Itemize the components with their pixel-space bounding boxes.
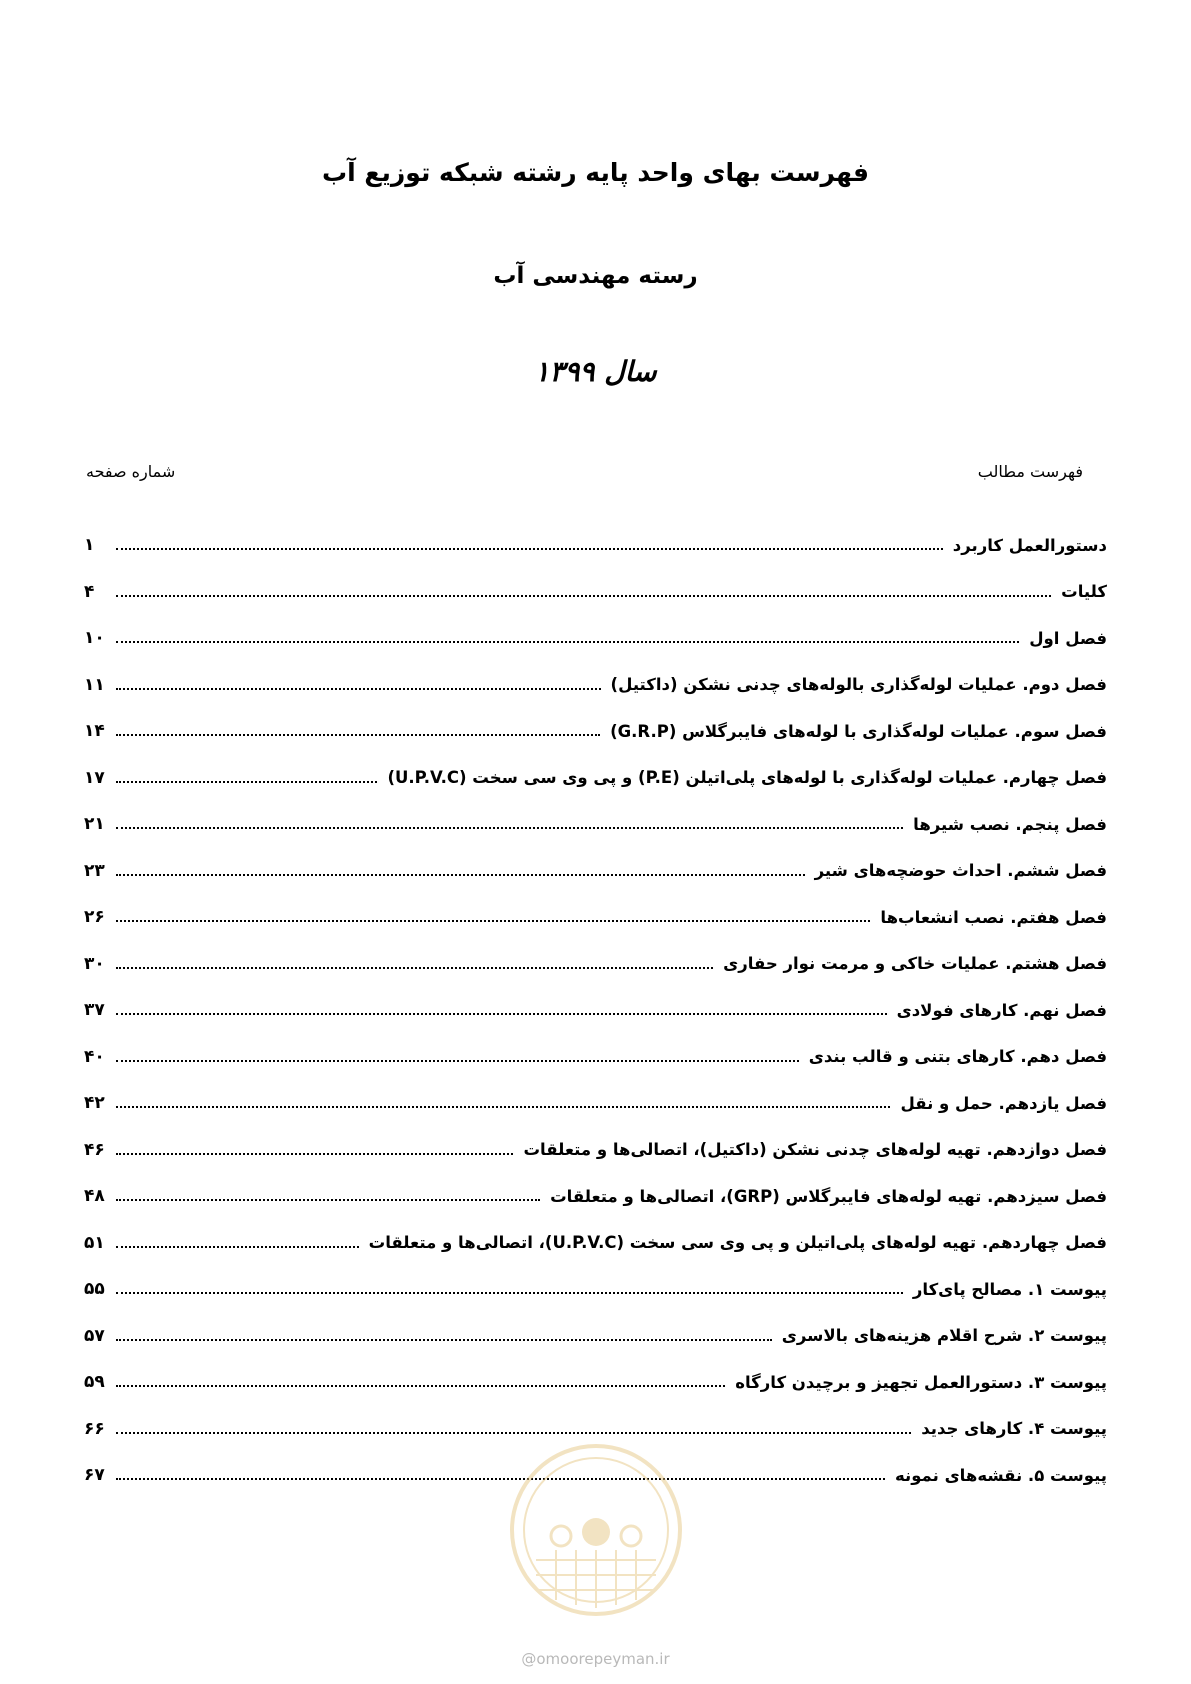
toc-entry	[84, 615, 1107, 662]
toc-entry	[84, 987, 1107, 1034]
toc-entry-label: پیوست ۱. مصالح پای‌کار	[912, 1279, 1107, 1299]
toc-entry-page: ۵۷	[84, 1325, 105, 1346]
toc-dot-leader	[116, 595, 1051, 597]
seal-logo	[506, 1440, 686, 1620]
toc-dot-leader	[116, 1199, 540, 1201]
toc-entry-page: ۶۶	[84, 1418, 105, 1439]
toc-entry-label: فصل اول	[1029, 628, 1107, 648]
toc-entry-page: ۱۴	[84, 721, 105, 742]
toc-entry-label: پیوست ۵. نقشه‌های نمونه	[895, 1465, 1107, 1485]
toc-dot-leader	[116, 1106, 890, 1108]
toc-dot-leader	[116, 1060, 799, 1062]
table-of-contents	[84, 522, 1107, 1499]
toc-dot-leader	[116, 1153, 513, 1155]
toc-entry	[84, 1173, 1107, 1220]
toc-dot-leader	[116, 641, 1019, 643]
toc-dot-leader	[116, 1246, 359, 1248]
toc-entry-label: فصل هشتم. عملیات خاکی و مرمت نوار حفاری	[723, 954, 1107, 974]
watermark-site: @omoorepeyman.ir	[521, 1650, 670, 1668]
toc-dot-leader	[116, 734, 600, 736]
toc-dot-leader	[116, 1013, 887, 1015]
toc-entry-page: ۴۶	[84, 1139, 105, 1160]
toc-entry-page: ۴۸	[84, 1186, 105, 1207]
toc-dot-leader	[116, 827, 903, 829]
toc-entry-label: دستورالعمل کاربرد	[952, 535, 1107, 555]
toc-entry-page: ۵۹	[84, 1372, 105, 1393]
toc-dot-leader	[116, 1385, 725, 1387]
toc-entry-label: فصل پنجم. نصب شیرها	[913, 814, 1107, 834]
toc-entry	[84, 755, 1107, 802]
document-year: سال ۱۳۹۹	[534, 355, 657, 388]
document-subtitle: رسته مهندسی آب	[493, 263, 698, 289]
toc-entry	[84, 1220, 1107, 1267]
toc-entry	[84, 941, 1107, 988]
toc-entry-page: ۲۶	[84, 907, 105, 928]
toc-entry-page: ۱	[84, 535, 95, 556]
toc-entry-page: ۴	[84, 581, 95, 602]
toc-entry	[84, 662, 1107, 709]
toc-entry-label: پیوست ۳. دستورالعمل تجهیز و برچیدن کارگاه	[735, 1372, 1107, 1392]
toc-entry-page: ۳۷	[84, 1000, 105, 1021]
toc-dot-leader	[116, 781, 377, 783]
toc-dot-leader	[116, 1478, 885, 1480]
toc-entry-label: فصل دوم. عملیات لوله‌گذاری بالوله‌های چدنی نشکن (داکتیل)	[610, 675, 1107, 695]
toc-dot-leader	[116, 1339, 772, 1341]
toc-entry-page: ۲۱	[84, 814, 105, 835]
toc-entry-label: فصل سوم. عملیات لوله‌گذاری با لوله‌های فایبرگلاس (G.R.P)	[610, 721, 1107, 741]
toc-entry-label: فصل سیزدهم. تهیه لوله‌های فایبرگلاس (GRP)، اتصالی‌ها و متعلقات	[550, 1186, 1107, 1206]
toc-entry-page: ۵۵	[84, 1279, 105, 1300]
toc-entry-label: کلیات	[1061, 582, 1107, 602]
toc-entry-label: فصل دهم. کارهای بتنی و قالب بندی	[808, 1047, 1107, 1067]
toc-dot-leader	[116, 967, 713, 969]
toc-entry-label: فصل ششم. احداث حوضچه‌های شیر	[814, 861, 1107, 881]
toc-entry-label: فصل هفتم. نصب انشعاب‌ها	[880, 907, 1107, 927]
toc-dot-leader	[116, 874, 805, 876]
toc-entry-label: پیوست ۴. کارهای جدید	[921, 1419, 1107, 1439]
toc-entry	[84, 894, 1107, 941]
toc-entry-label: فصل چهارم. عملیات لوله‌گذاری با لوله‌های پلی‌اتیلن (P.E) و پی وی سی سخت (U.P.V.C)	[387, 768, 1107, 788]
toc-entry-page: ۳۰	[84, 953, 105, 974]
toc-entry	[84, 1359, 1107, 1406]
contents-heading: فهرست مطالب	[977, 462, 1083, 481]
toc-dot-leader	[116, 688, 601, 690]
toc-entry-page: ۴۲	[84, 1093, 105, 1114]
toc-dot-leader	[116, 920, 870, 922]
page-number-heading: شماره صفحه	[86, 462, 176, 481]
toc-entry-label: فصل نهم. کارهای فولادی	[896, 1000, 1107, 1020]
toc-entry-page: ۲۳	[84, 860, 105, 881]
toc-entry	[84, 522, 1107, 569]
toc-entry-page: ۵۱	[84, 1232, 105, 1253]
toc-entry	[84, 569, 1107, 616]
toc-entry	[84, 1266, 1107, 1313]
toc-entry	[84, 1034, 1107, 1081]
toc-dot-leader	[116, 548, 943, 550]
toc-entry	[84, 1127, 1107, 1174]
toc-dot-leader	[116, 1292, 903, 1294]
toc-entry	[84, 801, 1107, 848]
toc-entry	[84, 848, 1107, 895]
toc-entry	[84, 1313, 1107, 1360]
toc-entry-label: پیوست ۲. شرح اقلام هزینه‌های بالاسری	[781, 1326, 1107, 1346]
toc-entry-label: فصل یازدهم. حمل و نقل	[900, 1093, 1107, 1113]
toc-dot-leader	[116, 1432, 911, 1434]
toc-entry-page: ۱۰	[84, 628, 105, 649]
toc-entry	[84, 1080, 1107, 1127]
toc-entry-page: ۶۷	[84, 1465, 105, 1486]
toc-entry-label: فصل دوازدهم. تهیه لوله‌های چدنی نشکن (داکتیل)، اتصالی‌ها و متعلقات	[523, 1140, 1107, 1160]
toc-entry-page: ۱۱	[84, 674, 105, 695]
toc-entry-page: ۴۰	[84, 1046, 105, 1067]
toc-entry	[84, 708, 1107, 755]
document-title: فهرست بهای واحد پایه رشته شبکه توزیع آب	[322, 158, 869, 187]
toc-entry-label: فصل چهاردهم. تهیه لوله‌های پلی‌اتیلن و پی وی سی سخت (U.P.V.C)، اتصالی‌ها و متعلقات	[368, 1233, 1107, 1253]
toc-entry-page: ۱۷	[84, 767, 105, 788]
